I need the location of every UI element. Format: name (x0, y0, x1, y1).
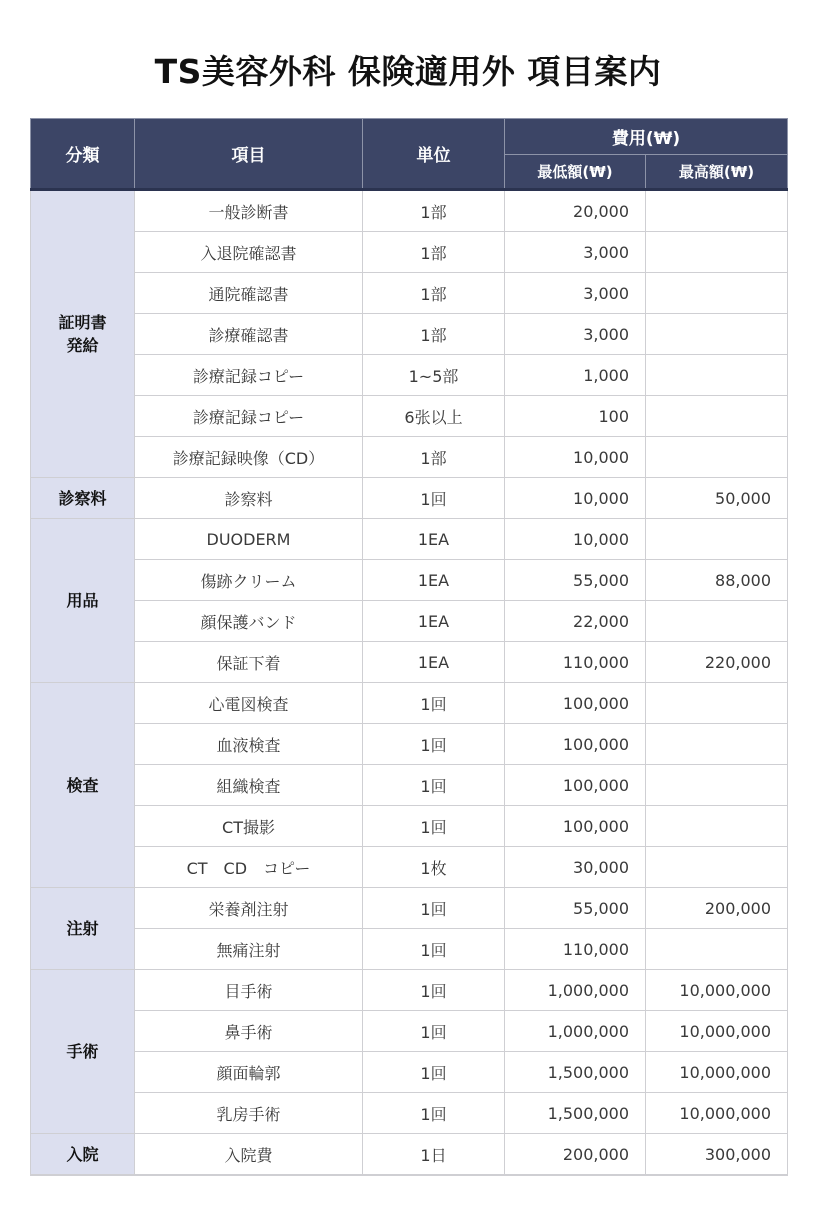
header-item: 項目 (135, 119, 363, 190)
max-fee-cell (646, 765, 788, 806)
table-row (31, 683, 788, 724)
unit-cell: 1部 (363, 437, 505, 478)
item-cell: 診療記録映像（CD） (135, 437, 363, 478)
max-fee-cell (646, 396, 788, 437)
unit-cell: 1回 (363, 724, 505, 765)
unit-cell: 1部 (363, 232, 505, 273)
unit-cell: 6张以上 (363, 396, 505, 437)
item-cell: 診療記録コピー (135, 396, 363, 437)
max-fee-cell: 10,000,000 (646, 1011, 788, 1052)
table-row (31, 437, 788, 478)
unit-cell: 1EA (363, 601, 505, 642)
table-row (31, 1093, 788, 1134)
item-cell: CT撮影 (135, 806, 363, 847)
max-fee-cell: 88,000 (646, 560, 788, 601)
category-cell: 診察料 (31, 478, 135, 519)
unit-cell: 1EA (363, 519, 505, 560)
unit-cell: 1回 (363, 683, 505, 724)
table-row (31, 1052, 788, 1093)
item-cell: 顔保護バンド (135, 601, 363, 642)
item-cell: 診察料 (135, 478, 363, 519)
item-cell: 入退院確認書 (135, 232, 363, 273)
max-fee-cell (646, 355, 788, 396)
table-header (31, 119, 788, 190)
table-row (31, 396, 788, 437)
unit-cell: 1回 (363, 1093, 505, 1134)
min-fee-cell: 1,000,000 (505, 1011, 646, 1052)
min-fee-cell: 10,000 (505, 478, 646, 519)
table-row (31, 724, 788, 765)
item-cell: 目手術 (135, 970, 363, 1011)
unit-cell: 1~5部 (363, 355, 505, 396)
max-fee-cell (646, 929, 788, 970)
min-fee-cell: 10,000 (505, 437, 646, 478)
unit-cell: 1回 (363, 1011, 505, 1052)
unit-cell: 1回 (363, 888, 505, 929)
min-fee-cell: 1,500,000 (505, 1093, 646, 1134)
min-fee-cell: 3,000 (505, 314, 646, 355)
header-max: 最高額(₩) (646, 155, 788, 190)
table-row (31, 970, 788, 1011)
min-fee-cell: 100,000 (505, 683, 646, 724)
min-fee-cell: 200,000 (505, 1134, 646, 1176)
min-fee-cell: 100,000 (505, 724, 646, 765)
unit-cell: 1回 (363, 806, 505, 847)
max-fee-cell (646, 232, 788, 273)
min-fee-cell: 100,000 (505, 765, 646, 806)
unit-cell: 1部 (363, 190, 505, 232)
max-fee-cell (646, 724, 788, 765)
table-row (31, 355, 788, 396)
item-cell: 一般診断書 (135, 190, 363, 232)
item-cell: 鼻手術 (135, 1011, 363, 1052)
table-row (31, 519, 788, 560)
item-cell: 診療確認書 (135, 314, 363, 355)
item-cell: 顔面輪郭 (135, 1052, 363, 1093)
unit-cell: 1回 (363, 478, 505, 519)
category-cell: 検査 (31, 683, 135, 888)
max-fee-cell (646, 437, 788, 478)
table-row (31, 929, 788, 970)
table-row (31, 273, 788, 314)
min-fee-cell: 10,000 (505, 519, 646, 560)
max-fee-cell (646, 273, 788, 314)
item-cell: 保証下着 (135, 642, 363, 683)
max-fee-cell (646, 683, 788, 724)
item-cell: 通院確認書 (135, 273, 363, 314)
table-row (31, 888, 788, 929)
table-body (31, 190, 788, 1176)
table-row (31, 1134, 788, 1176)
item-cell: 乳房手術 (135, 1093, 363, 1134)
unit-cell: 1EA (363, 642, 505, 683)
item-cell: DUODERM (135, 519, 363, 560)
min-fee-cell: 1,500,000 (505, 1052, 646, 1093)
unit-cell: 1部 (363, 273, 505, 314)
min-fee-cell: 30,000 (505, 847, 646, 888)
min-fee-cell: 110,000 (505, 642, 646, 683)
max-fee-cell: 10,000,000 (646, 1052, 788, 1093)
max-fee-cell: 300,000 (646, 1134, 788, 1176)
max-fee-cell: 220,000 (646, 642, 788, 683)
min-fee-cell: 1,000 (505, 355, 646, 396)
max-fee-cell (646, 190, 788, 232)
max-fee-cell (646, 519, 788, 560)
min-fee-cell: 20,000 (505, 190, 646, 232)
item-cell: 栄養剤注射 (135, 888, 363, 929)
unit-cell: 1回 (363, 970, 505, 1011)
table-row (31, 806, 788, 847)
item-cell: CT CD コピー (135, 847, 363, 888)
item-cell: 無痛注射 (135, 929, 363, 970)
min-fee-cell: 100,000 (505, 806, 646, 847)
header-category: 分類 (31, 119, 135, 190)
header-unit: 単位 (363, 119, 505, 190)
category-cell: 用品 (31, 519, 135, 683)
min-fee-cell: 55,000 (505, 888, 646, 929)
item-cell: 入院費 (135, 1134, 363, 1176)
category-cell: 入院 (31, 1134, 135, 1176)
unit-cell: 1回 (363, 1052, 505, 1093)
item-cell: 診療記録コピー (135, 355, 363, 396)
table-row (31, 314, 788, 355)
max-fee-cell: 200,000 (646, 888, 788, 929)
max-fee-cell (646, 314, 788, 355)
min-fee-cell: 3,000 (505, 232, 646, 273)
table-row (31, 232, 788, 273)
unit-cell: 1部 (363, 314, 505, 355)
fee-table (30, 118, 788, 1176)
item-cell: 組織検査 (135, 765, 363, 806)
item-cell: 心電図検査 (135, 683, 363, 724)
header-min: 最低額(₩) (505, 155, 646, 190)
header-fee: 費用(₩) (505, 119, 788, 155)
category-cell: 注射 (31, 888, 135, 970)
min-fee-cell: 1,000,000 (505, 970, 646, 1011)
page-title: TS美容外科 保険適用外 項目案内 (154, 52, 662, 91)
unit-cell: 1回 (363, 929, 505, 970)
min-fee-cell: 3,000 (505, 273, 646, 314)
min-fee-cell: 22,000 (505, 601, 646, 642)
max-fee-cell: 50,000 (646, 478, 788, 519)
table-row (31, 765, 788, 806)
unit-cell: 1回 (363, 765, 505, 806)
max-fee-cell: 10,000,000 (646, 1093, 788, 1134)
unit-cell: 1日 (363, 1134, 505, 1176)
max-fee-cell: 10,000,000 (646, 970, 788, 1011)
min-fee-cell: 110,000 (505, 929, 646, 970)
item-cell: 血液検査 (135, 724, 363, 765)
min-fee-cell: 100 (505, 396, 646, 437)
min-fee-cell: 55,000 (505, 560, 646, 601)
max-fee-cell (646, 847, 788, 888)
table-row (31, 847, 788, 888)
max-fee-cell (646, 806, 788, 847)
table-row (31, 190, 788, 232)
table-row (31, 560, 788, 601)
table-row (31, 478, 788, 519)
category-cell: 手術 (31, 970, 135, 1134)
item-cell: 傷跡クリーム (135, 560, 363, 601)
unit-cell: 1EA (363, 560, 505, 601)
table-row (31, 1011, 788, 1052)
table-row (31, 642, 788, 683)
table-row (31, 601, 788, 642)
category-cell: 証明書 発給 (31, 190, 135, 478)
max-fee-cell (646, 601, 788, 642)
unit-cell: 1枚 (363, 847, 505, 888)
